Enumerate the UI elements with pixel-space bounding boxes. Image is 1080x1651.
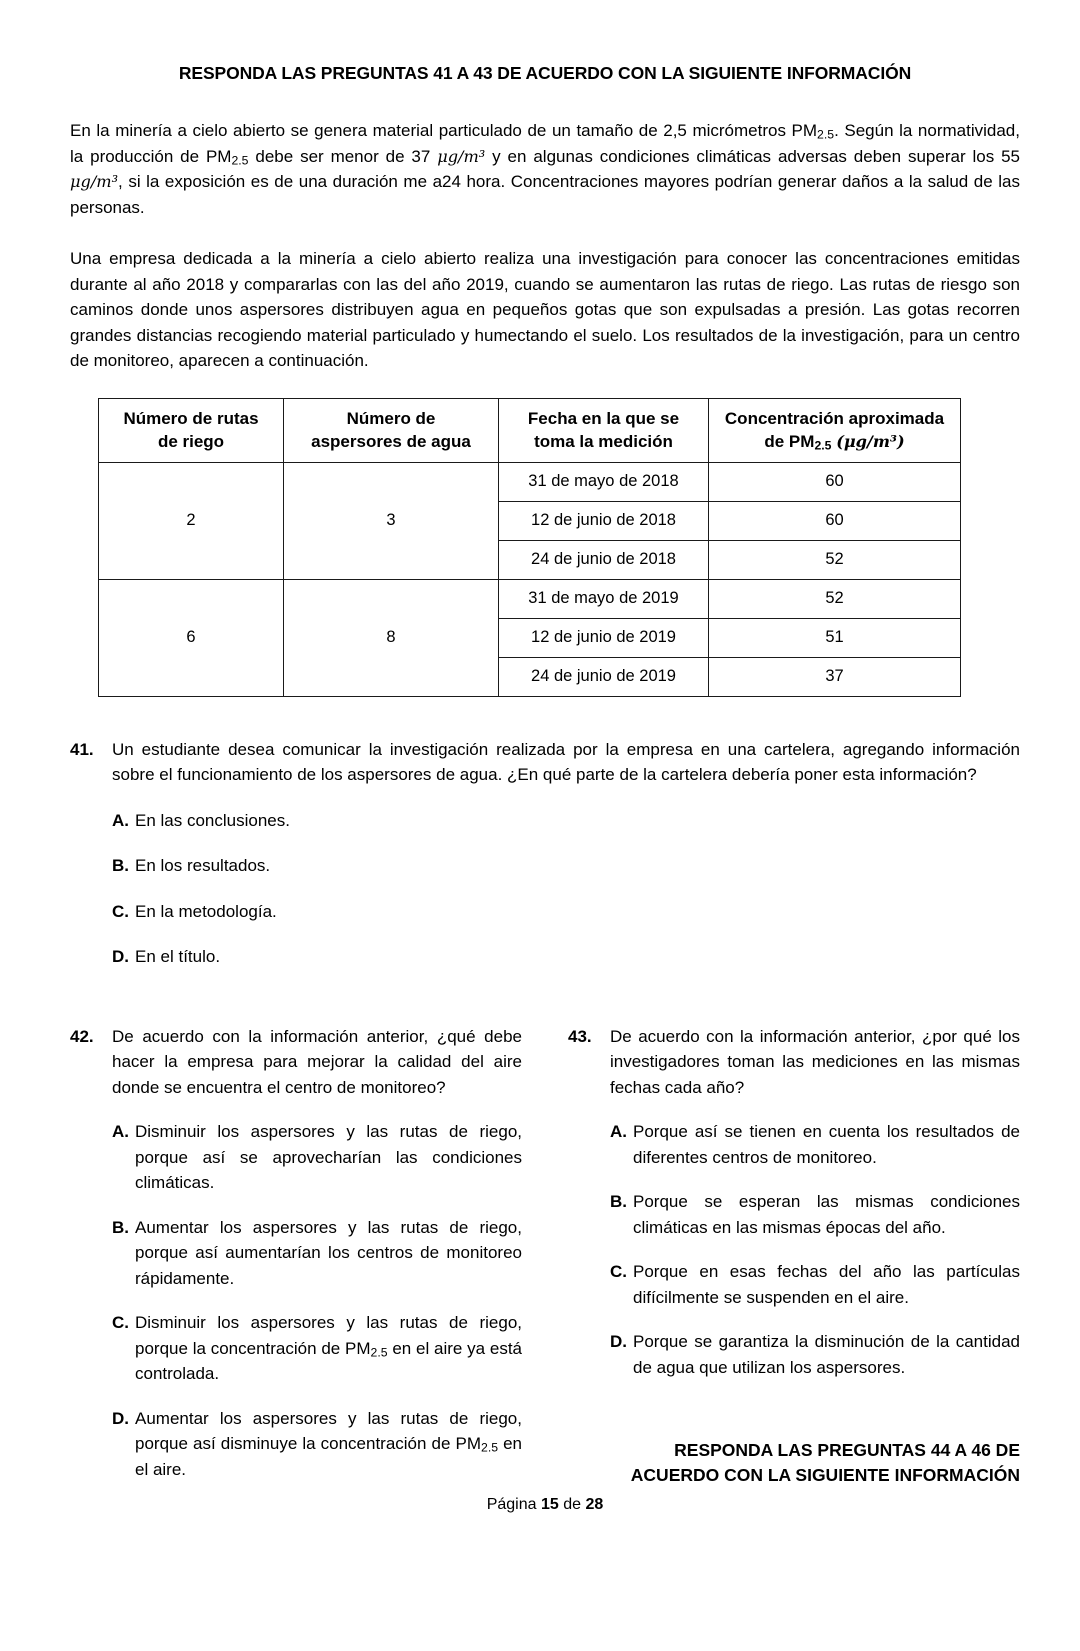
para1-part-b: . Según la normatividad, la producción de PM — [70, 121, 1020, 166]
question-43 — [568, 1024, 1020, 1381]
question-43-body — [610, 1024, 1020, 1381]
option-text: Disminuir los aspersores y las rutas de riego, porque así se aprovecharían las condiciones climáticas. — [135, 1122, 522, 1192]
page-current: 15 — [540, 1496, 559, 1513]
option-text: En la metodología. — [135, 901, 277, 921]
next-section-heading-line1: RESPONDA LAS PREGUNTAS 44 A 46 DE — [674, 1440, 1020, 1460]
cell-fecha: 31 de mayo de 2019 — [499, 579, 709, 618]
question-43-stem: De acuerdo con la información anterior, ¿por qué los investigadores toman las mediciones en las mismas fechas cada año? — [610, 1026, 1020, 1097]
question-42-stem: De acuerdo con la información anterior, ¿qué debe hacer la empresa para mejorar la calidad del aire donde se encuentra el centro de monitoreo? — [112, 1026, 522, 1097]
option-letter: C. — [112, 901, 129, 921]
para1-part-c: debe ser menor de 37 — [248, 146, 438, 166]
unit-microgram-per-cubic-meter-1: μg/m³ — [437, 146, 486, 166]
question-41 — [70, 737, 1020, 970]
header-rutas-de-riego — [99, 398, 284, 462]
table-header-row — [99, 398, 961, 462]
cell-concentracion: 51 — [709, 618, 961, 657]
option-letter: A. — [112, 1122, 129, 1141]
intro-paragraph-2: Una empresa dedicada a la minería a cielo abierto realiza una investigación para conocer las concentraciones emitidas durante al año 2018 y compararlas con las del año 2019, cuando se aumentaron las rutas de riego. Las rutas de riesgo son caminos donde unos aspersores distribuyen agua en pequeños gotas que son expulsadas a presión. Las gotas recorren grandes distancias recogiendo material particulado y humectando el suelo. Los resultados de la investigación, para un centro de monitoreo, aparecen a continuación. — [70, 249, 1020, 370]
pm-subscript: 2.5 — [370, 1345, 388, 1360]
option-letter: D. — [112, 947, 129, 966]
option-letter: B. — [112, 856, 129, 875]
page-of: de — [563, 1496, 582, 1513]
measurements-table — [98, 398, 961, 697]
header-concentracion — [709, 398, 961, 462]
option-letter: A. — [112, 810, 129, 830]
question-41-stem: Un estudiante desea comunicar la investigación realizada por la empresa en una cartelera, agregando información sobre el funcionamiento de los aspersores de agua. ¿En qué parte de la cartelera debería poner esta información? — [112, 739, 1020, 784]
cell-aspersores-group-2: 8 — [284, 579, 499, 696]
option-letter: D. — [112, 1408, 129, 1428]
option-text: Porque se esperan las mismas condiciones climáticas en las mismas épocas del año. — [633, 1192, 1020, 1237]
page-content — [70, 0, 1021, 1513]
header-rutas-line2: de riego — [157, 431, 225, 451]
option-42-a[interactable] — [112, 1119, 522, 1196]
option-text: Aumentar los aspersores y las rutas de riego, porque así aumentarían los centros de monitoreo rápidamente. — [135, 1217, 522, 1288]
option-letter: C. — [112, 1313, 129, 1332]
question-42-number: 42. — [70, 1026, 94, 1046]
para1-part-a: En la minería a cielo abierto se genera material particulado de un tamaño de 2,5 micrómetros PM — [70, 121, 818, 140]
option-text: En las conclusiones. — [135, 810, 290, 830]
cell-rutas-group-1: 2 — [99, 462, 284, 579]
option-text-part-a: Disminuir los aspersores y las rutas de riego, porque la concentración de PM — [135, 1313, 522, 1358]
section-heading: RESPONDA LAS PREGUNTAS 41 A 43 DE ACUERDO CON LA SIGUIENTE INFORMACIÓN — [178, 63, 912, 83]
option-text-part-a: Aumentar los aspersores y las rutas de riego, porque así disminuye la concentración de PM — [135, 1408, 522, 1453]
pm-subscript: 2.5 — [481, 1440, 499, 1455]
question-43-number: 43. — [568, 1026, 592, 1046]
option-text: Porque en esas fechas del año las partículas difícilmente se suspenden en el aire. — [633, 1262, 1020, 1307]
option-41-a[interactable] — [112, 808, 1020, 834]
page-total: 28 — [585, 1496, 604, 1513]
header-aspersores-line1: Número de — [346, 408, 436, 428]
option-text: En el título. — [135, 947, 221, 966]
option-text: En los resultados. — [135, 856, 271, 875]
option-42-c[interactable] — [112, 1310, 522, 1387]
next-section-heading-line2: ACUERDO CON LA SIGUIENTE INFORMACIÓN — [630, 1465, 1020, 1485]
header-fecha-line1: Fecha en la que se — [527, 408, 680, 428]
cell-fecha: 24 de junio de 2019 — [499, 657, 709, 696]
header-unit: (μg/m³) — [836, 431, 905, 451]
page-label: Página — [486, 1496, 537, 1513]
header-pm-subscript: 2.5 — [814, 438, 832, 453]
option-43-c[interactable] — [610, 1259, 1020, 1310]
option-letter: D. — [610, 1332, 627, 1351]
pm-subscript-1: 2.5 — [817, 127, 835, 142]
measurements-table-container — [70, 398, 1020, 697]
option-text-part-b: en el aire ya está controlada. — [135, 1338, 522, 1383]
para1-part-e: , si la exposición es de una duración me a24 hora. Concentraciones mayores podrían generar daños a la salud de las personas. — [70, 172, 1020, 217]
cell-rutas-group-2: 6 — [99, 579, 284, 696]
cell-fecha: 12 de junio de 2018 — [499, 501, 709, 540]
option-43-a[interactable] — [610, 1119, 1020, 1170]
table-row — [99, 462, 961, 501]
intro-paragraph-1 — [70, 118, 1020, 220]
para1-part-d: y en algunas condiciones climáticas adversas deben superar los 55 — [485, 146, 1021, 166]
question-41-options — [112, 808, 1020, 970]
question-41-number: 41. — [70, 739, 94, 759]
option-42-b[interactable] — [112, 1215, 522, 1292]
cell-aspersores-group-1: 3 — [284, 462, 499, 579]
question-42-options — [112, 1119, 522, 1482]
header-concentracion-pm: de PM — [764, 431, 815, 451]
option-letter: B. — [112, 1217, 129, 1237]
option-41-c[interactable] — [112, 899, 1020, 925]
option-text: Porque así se tienen en cuenta los resultados de diferentes centros de monitoreo. — [633, 1122, 1020, 1167]
question-42-body — [112, 1024, 522, 1483]
header-fecha — [499, 398, 709, 462]
header-fecha-line2: toma la medición — [534, 431, 673, 451]
cell-concentracion: 52 — [709, 540, 961, 579]
option-41-b[interactable] — [112, 853, 1020, 879]
cell-concentracion: 60 — [709, 501, 961, 540]
option-text — [135, 1310, 522, 1387]
option-letter: A. — [610, 1122, 627, 1141]
option-text-part-b: en el aire. — [135, 1434, 523, 1479]
unit-microgram-per-cubic-meter-2: μg/m³ — [70, 172, 119, 191]
option-letter: B. — [610, 1192, 627, 1211]
pm-subscript-2: 2.5 — [231, 153, 249, 168]
header-concentracion-line1: Concentración aproximada — [724, 408, 945, 428]
column-right — [568, 1024, 1020, 1483]
cell-concentracion: 37 — [709, 657, 961, 696]
cell-fecha: 24 de junio de 2018 — [499, 540, 709, 579]
option-43-d[interactable] — [610, 1329, 1020, 1380]
questions-two-column-block — [70, 1024, 1020, 1483]
option-43-b[interactable] — [610, 1189, 1020, 1240]
cell-concentracion: 60 — [709, 462, 961, 501]
table-row — [99, 579, 961, 618]
cell-fecha: 31 de mayo de 2018 — [499, 462, 709, 501]
question-43-options — [610, 1119, 1020, 1380]
cell-concentracion: 52 — [709, 579, 961, 618]
question-42 — [70, 1024, 522, 1483]
page-number — [70, 1496, 1020, 1514]
option-letter: C. — [610, 1262, 627, 1281]
option-text: Porque se garantiza la disminución de la cantidad de agua que utilizan los aspersores. — [633, 1332, 1020, 1377]
option-41-d[interactable] — [112, 944, 1020, 970]
cell-fecha: 12 de junio de 2019 — [499, 618, 709, 657]
header-aspersores — [284, 398, 499, 462]
header-aspersores-line2: aspersores de agua — [311, 431, 471, 451]
question-41-body — [112, 737, 1020, 970]
column-left — [70, 1024, 522, 1483]
header-rutas-line1: Número de rutas — [123, 408, 259, 428]
next-section-heading — [70, 1438, 1020, 1488]
